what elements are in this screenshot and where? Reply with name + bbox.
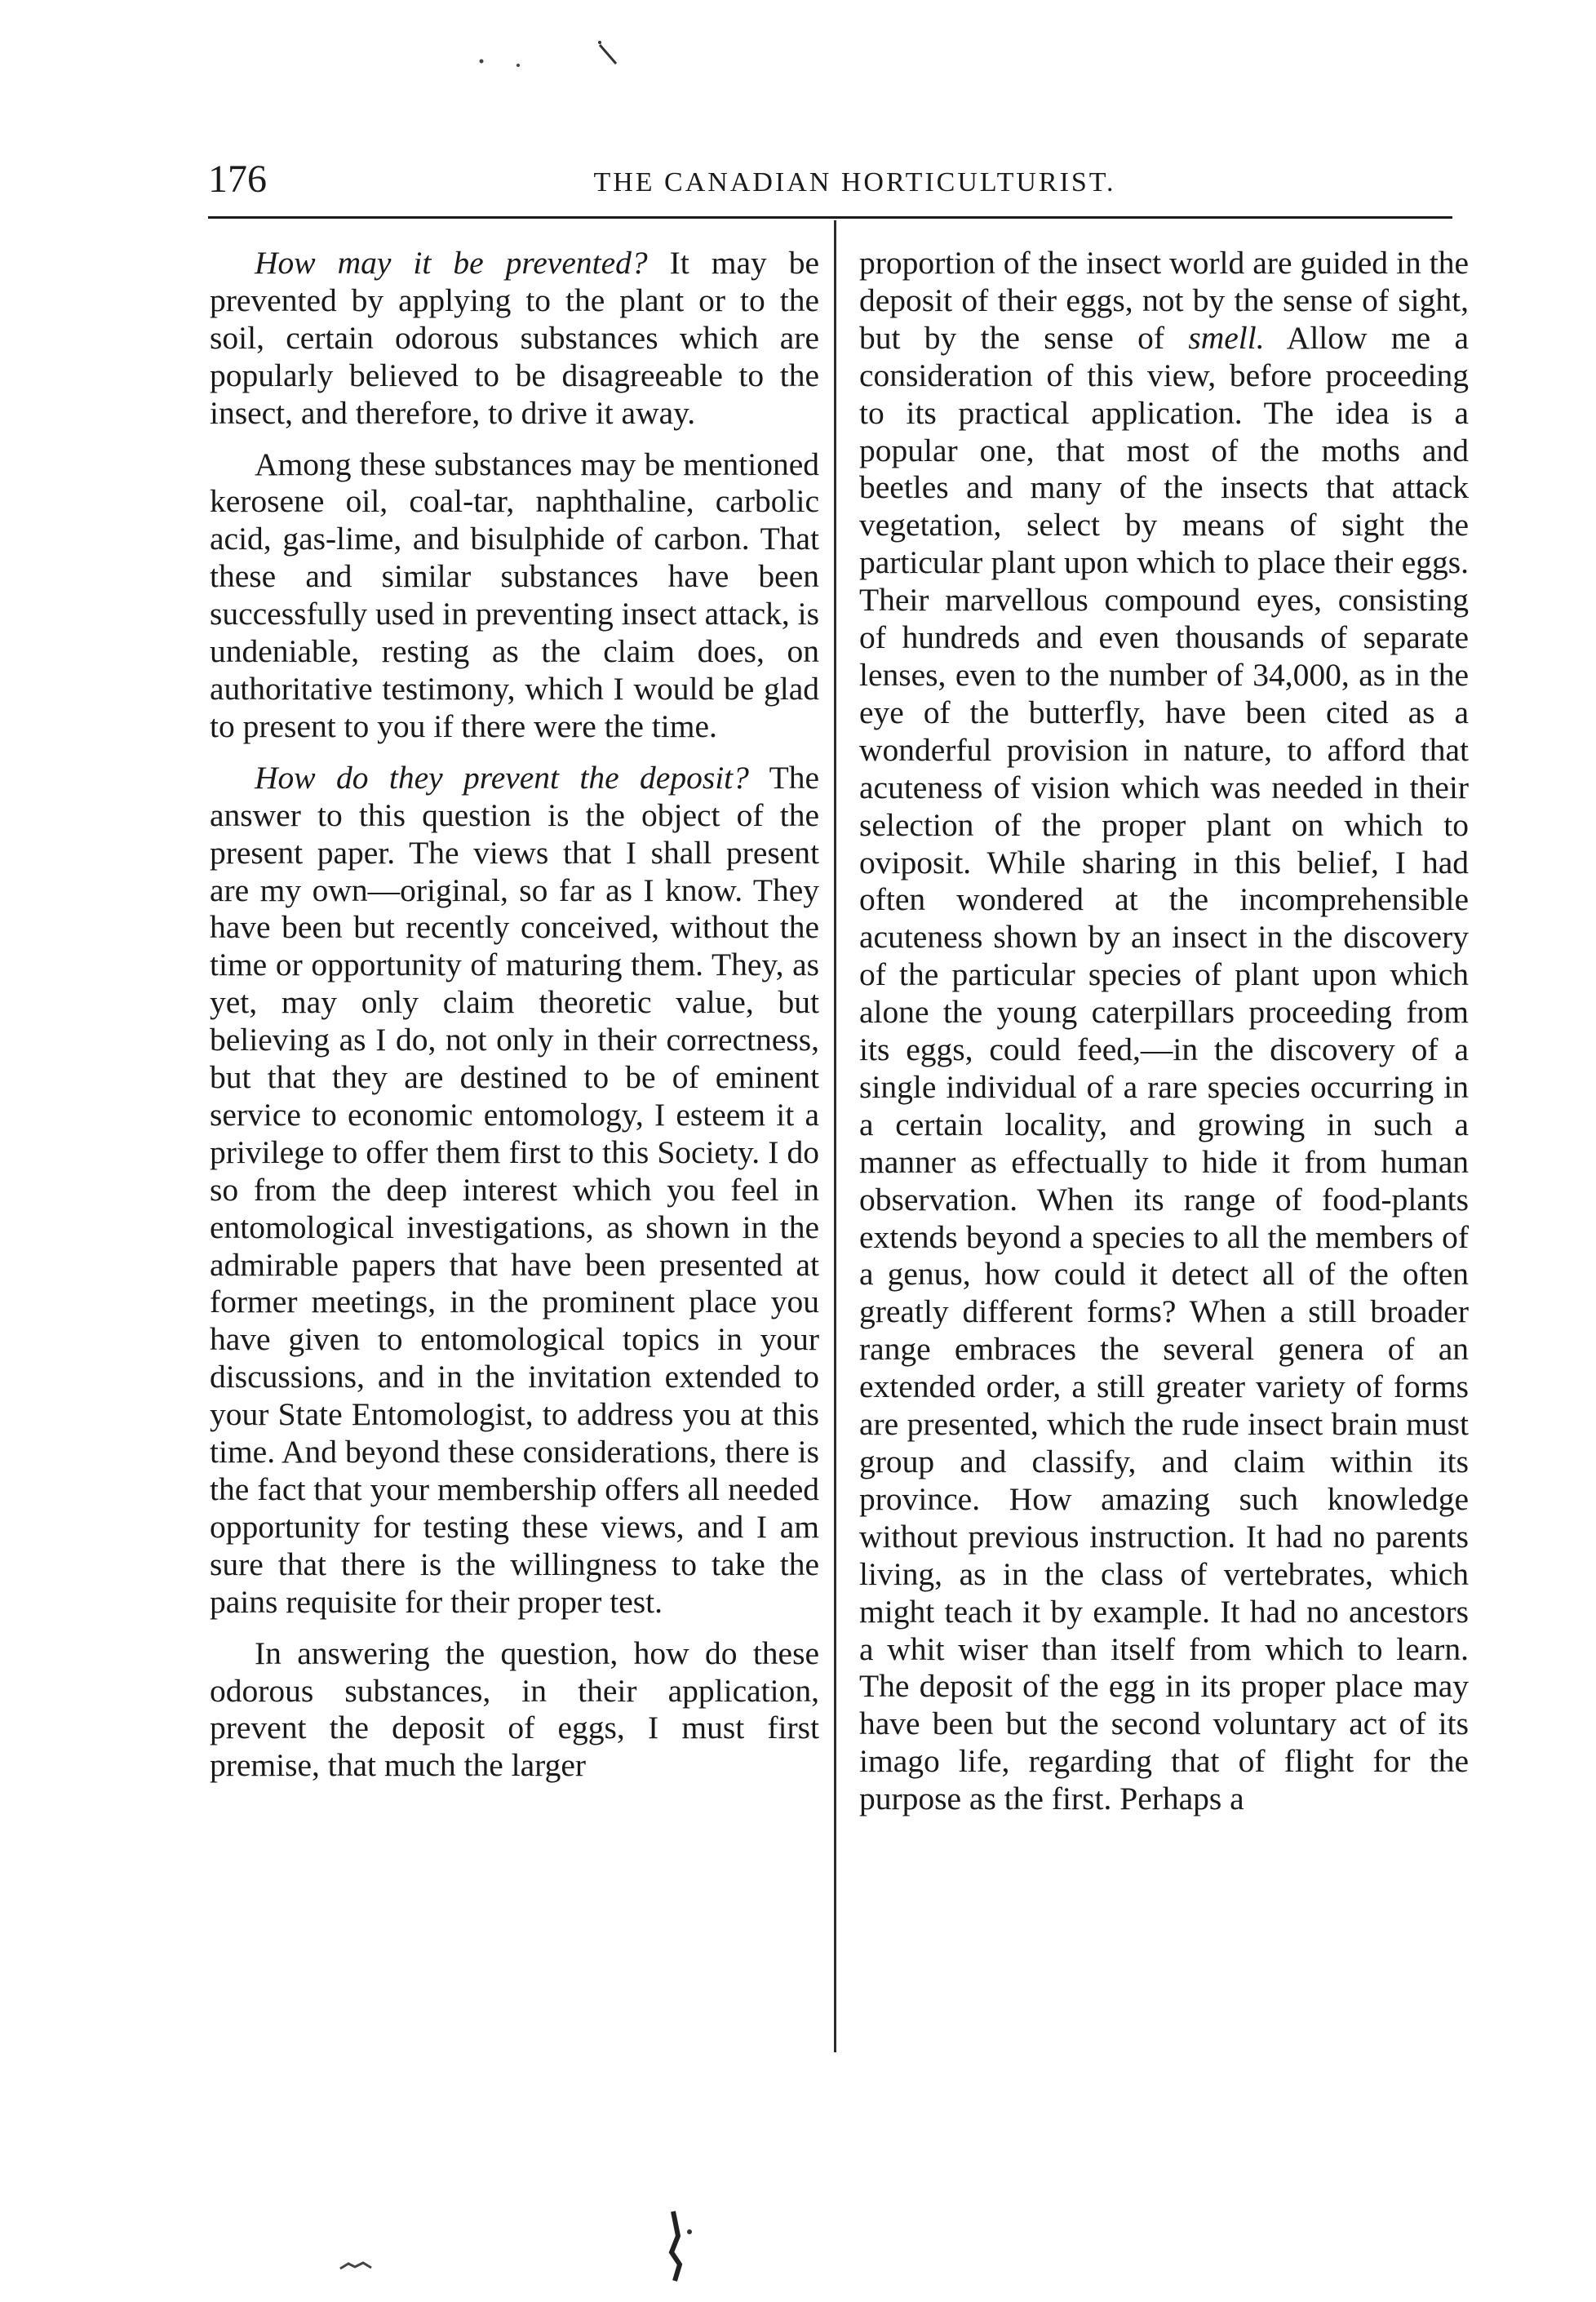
left-column <box>210 245 819 1799</box>
lead-question-deposit: How do they prevent the deposit? <box>255 759 749 796</box>
paragraph-substances: Among these substances may be mentioned kerosene oil, coal-tar, naphthaline, carbolic acid, gas-lime, and bisulphide of carbon. That these and similar substances have been successfully used in preventing insect attack, is undeniable, resting as the claim does, on authoritative testimony, which I would be glad to present to you if there were the time. <box>210 446 820 744</box>
paragraph-text: It may be prevented by applying to the plant or to the soil, certain odorous substances which are popularly believed to be disagreeable to the insect, and therefore, to drive it away. <box>210 245 820 431</box>
column-divider <box>834 220 836 2052</box>
page-header <box>208 155 1452 204</box>
paragraph-prevention <box>210 245 819 432</box>
emphasis-smell: smell. <box>1188 319 1265 356</box>
running-head: THE CANADIAN HORTICULTURIST. <box>593 167 1116 197</box>
scan-specks <box>330 2195 738 2285</box>
paragraph-answering: In answering the question, how do these odorous substances, in their application, prevent the deposit of eggs, I must first premise, that much the larger <box>210 1634 819 1784</box>
lead-question-prevented: How may it be prevented? <box>255 245 648 281</box>
header-rule <box>208 216 1452 219</box>
paragraph-deposit <box>210 760 819 1621</box>
scan-specks <box>473 24 751 73</box>
paragraph-text: Allow me a consideration of this view, before proceeding to its practical application. The idea is a popular one, that most of the moths and beetles and many of the insects that attack vegetation, select by means of sight the particular plant upon which to place their eggs. Their marvellous compound eyes, consisting of hundreds and even thousands of separate lenses, even to the number of 34,000, as in the eye of the butterfly, have been cited as a wonderful provision in nature, to afford that acuteness of vision which was needed in their selection of the proper plant on which to oviposit. While sharing in this belief, I had often wondered at the incomprehensible acuteness shown by an insect in the discovery of the particular species of plant upon which alone the young caterpillars proceeding from its eggs, could feed,—in the discovery of a single individual of a rare species occurring in a certain locality, and growing in such a manner as effectually to hide it from human observation. When its range of food-plants extends beyond a species to all the members of a genus, how could it detect all of the often greatly different forms? When a still broader range embraces the several genera of an extended order, a still greater variety of forms are presented, which the rude insect brain must group and classify, and claim within its province. How amazing such knowledge without previous instruction. It had no parents living, as in the class of vertebrates, which might teach it by example. It had no ancestors a whit wiser than itself from which to learn. The deposit of the egg in its proper place may have been but the second voluntary act of its imago life, regarding that of flight for the purpose as the first. Perhaps a <box>859 319 1470 1817</box>
page-number: 176 <box>208 157 267 201</box>
paragraph-text: The answer to this question is the object of the present paper. The views that I shall present are my own—original, so far as I know. They have been but recently conceived, without the time or opportunity of maturing them. They, as yet, may only claim theoretic value, but believing as I do, not only in their correctness, but that they are destined to be of eminent service to economic entomology, I esteem it a privilege to offer them first to this Society. I do so from the deep interest which you feel in entomological investigations, as shown in the admirable papers that have been presented at former meetings, in the prominent place you have given to entomological topics in your discussions, and in the invitation extended to your State Entomologist, to address you at this time. And beyond these considerations, there is the fact that your membership offers all needed opportunity for testing these views, and I am sure that there is the willingness to take the pains requisite for their proper test. <box>210 759 820 1620</box>
paragraph-text: proportion of the insect world are guided in the deposit of their eggs, not by the sense of sight, but by the sense of <box>859 245 1469 356</box>
paragraph-smell <box>859 245 1469 1818</box>
right-column <box>859 245 1469 1832</box>
